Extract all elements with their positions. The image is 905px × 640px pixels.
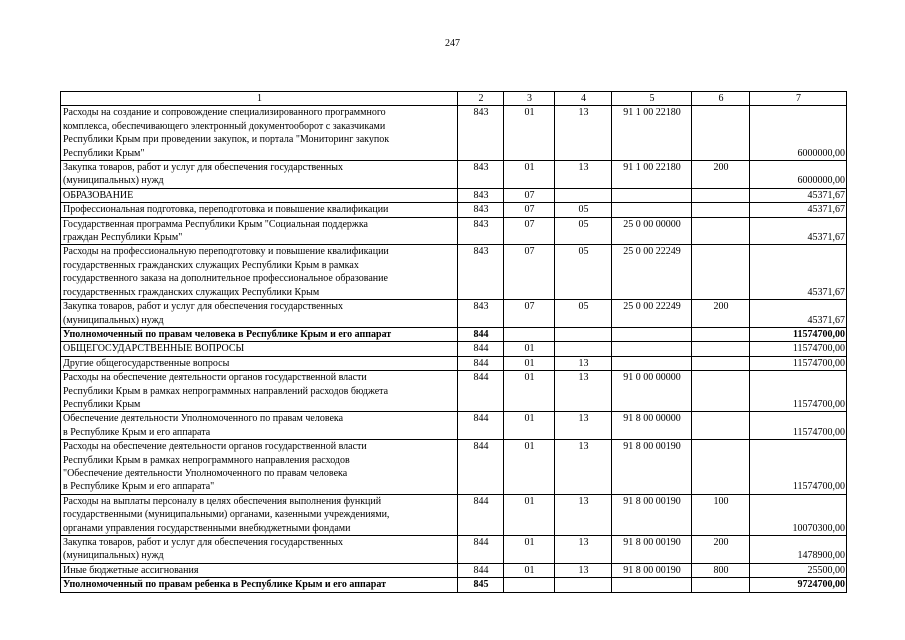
row-section-code: 07 bbox=[504, 217, 555, 245]
row-subsection-code bbox=[555, 327, 612, 341]
row-subsection-code: 05 bbox=[555, 203, 612, 217]
header-cell-6: 6 bbox=[692, 92, 750, 106]
row-description bbox=[61, 536, 458, 564]
row-expense-type bbox=[692, 245, 750, 300]
row-department-code: 843 bbox=[458, 188, 504, 202]
row-description bbox=[61, 106, 458, 161]
row-description bbox=[61, 494, 458, 535]
row-description bbox=[61, 563, 458, 577]
row-amount: 11574700,00 bbox=[750, 327, 847, 341]
row-description bbox=[61, 356, 458, 370]
row-department-code: 844 bbox=[458, 494, 504, 535]
row-department-code: 844 bbox=[458, 440, 504, 495]
row-description bbox=[61, 440, 458, 495]
table-row bbox=[61, 578, 847, 592]
row-expense-type: 100 bbox=[692, 494, 750, 535]
row-description bbox=[61, 371, 458, 412]
row-department-code: 844 bbox=[458, 563, 504, 577]
row-target-code: 91 8 00 00000 bbox=[612, 412, 692, 440]
row-target-code bbox=[612, 188, 692, 202]
description-line: ОБЩЕГОСУДАРСТВЕННЫЕ ВОПРОСЫ bbox=[63, 343, 245, 355]
row-description bbox=[61, 188, 458, 202]
row-section-code: 07 bbox=[504, 203, 555, 217]
description-line: Республики Крым в рамках непрограммного направления расходов bbox=[63, 454, 350, 466]
description-line: Республики Крым bbox=[63, 398, 141, 410]
table-row bbox=[61, 342, 847, 356]
row-subsection-code: 13 bbox=[555, 536, 612, 564]
row-subsection-code: 13 bbox=[555, 356, 612, 370]
row-description bbox=[61, 342, 458, 356]
row-section-code: 01 bbox=[504, 106, 555, 161]
row-description bbox=[61, 245, 458, 300]
description-line: Расходы на обеспечение деятельности органов государственной власти bbox=[63, 441, 367, 453]
table-row bbox=[61, 161, 847, 189]
description-line: государственными (муниципальными) органами, казенными учреждениями, bbox=[63, 509, 390, 521]
row-section-code: 01 bbox=[504, 536, 555, 564]
description-line: в Республике Крым и его аппарата" bbox=[63, 481, 215, 493]
row-department-code: 843 bbox=[458, 245, 504, 300]
description-line: Расходы на выплаты персоналу в целях обеспечения выполнения функций bbox=[63, 495, 382, 507]
row-expense-type: 200 bbox=[692, 161, 750, 189]
row-subsection-code bbox=[555, 342, 612, 356]
description-line: Обеспечение деятельности Уполномоченного по правам человека bbox=[63, 413, 344, 425]
row-section-code: 01 bbox=[504, 356, 555, 370]
description-line: Республики Крым в рамках непрограммных направлений расходов бюджета bbox=[63, 385, 389, 397]
row-amount: 45371,67 bbox=[750, 217, 847, 245]
description-line: Иные бюджетные ассигнования bbox=[63, 564, 199, 576]
description-line: органами управления государственными внебюджетными фондами bbox=[63, 522, 351, 534]
row-target-code bbox=[612, 203, 692, 217]
row-department-code: 845 bbox=[458, 578, 504, 592]
row-subsection-code: 05 bbox=[555, 217, 612, 245]
row-section-code: 01 bbox=[504, 440, 555, 495]
budget-table bbox=[60, 91, 847, 593]
description-line: граждан Республики Крым" bbox=[63, 232, 183, 244]
row-department-code: 843 bbox=[458, 161, 504, 189]
row-subsection-code: 13 bbox=[555, 106, 612, 161]
row-expense-type bbox=[692, 412, 750, 440]
row-section-code bbox=[504, 578, 555, 592]
row-subsection-code: 13 bbox=[555, 161, 612, 189]
description-line: Республики Крым" bbox=[63, 147, 145, 159]
row-amount: 6000000,00 bbox=[750, 161, 847, 189]
row-subsection-code: 13 bbox=[555, 563, 612, 577]
description-line: Уполномоченный по правам ребенка в Республике Крым и его аппарат bbox=[63, 579, 387, 591]
table-row bbox=[61, 188, 847, 202]
row-expense-type: 200 bbox=[692, 536, 750, 564]
row-expense-type bbox=[692, 356, 750, 370]
row-section-code: 01 bbox=[504, 371, 555, 412]
description-line: (муниципальных) нужд bbox=[63, 175, 164, 187]
row-description bbox=[61, 161, 458, 189]
row-amount: 11574700,00 bbox=[750, 371, 847, 412]
description-line: Республики Крым при проведении закупок, и портала "Мониторинг закупок bbox=[63, 134, 390, 146]
row-department-code: 844 bbox=[458, 342, 504, 356]
row-subsection-code bbox=[555, 578, 612, 592]
row-section-code: 07 bbox=[504, 300, 555, 328]
table-row bbox=[61, 356, 847, 370]
row-target-code: 91 1 00 22180 bbox=[612, 161, 692, 189]
row-expense-type bbox=[692, 578, 750, 592]
row-expense-type bbox=[692, 217, 750, 245]
header-cell-5: 5 bbox=[612, 92, 692, 106]
row-description bbox=[61, 578, 458, 592]
description-line: государственных гражданских служащих Республики Крым bbox=[63, 286, 320, 298]
row-section-code: 01 bbox=[504, 494, 555, 535]
row-description bbox=[61, 300, 458, 328]
table-row bbox=[61, 412, 847, 440]
description-line: Закупка товаров, работ и услуг для обеспечения государственных bbox=[63, 162, 344, 174]
table-row bbox=[61, 563, 847, 577]
row-department-code: 844 bbox=[458, 412, 504, 440]
row-target-code: 91 8 00 00190 bbox=[612, 536, 692, 564]
row-target-code: 91 8 00 00190 bbox=[612, 494, 692, 535]
row-subsection-code: 05 bbox=[555, 300, 612, 328]
description-line: комплекса, обеспечивающего электронный документооборот с заказчиками bbox=[63, 120, 386, 132]
row-department-code: 843 bbox=[458, 106, 504, 161]
description-line: государственного заказа на дополнительное профессиональное образование bbox=[63, 273, 388, 285]
table-row bbox=[61, 494, 847, 535]
row-amount: 25500,00 bbox=[750, 563, 847, 577]
row-department-code: 844 bbox=[458, 536, 504, 564]
row-amount: 45371,67 bbox=[750, 188, 847, 202]
row-amount: 11574700,00 bbox=[750, 412, 847, 440]
description-line: Государственная программа Республики Крым "Социальная поддержка bbox=[63, 218, 368, 230]
row-description bbox=[61, 203, 458, 217]
row-target-code: 91 0 00 00000 bbox=[612, 371, 692, 412]
table-row bbox=[61, 217, 847, 245]
description-line: в Республике Крым и его аппарата bbox=[63, 426, 211, 438]
table-row bbox=[61, 371, 847, 412]
row-target-code bbox=[612, 327, 692, 341]
row-description bbox=[61, 217, 458, 245]
description-line: Расходы на создание и сопровождение специализированного программного bbox=[63, 107, 386, 119]
row-amount: 11574700,00 bbox=[750, 440, 847, 495]
row-section-code: 07 bbox=[504, 245, 555, 300]
row-department-code: 843 bbox=[458, 203, 504, 217]
row-expense-type bbox=[692, 188, 750, 202]
header-cell-2: 2 bbox=[458, 92, 504, 106]
row-amount: 10070300,00 bbox=[750, 494, 847, 535]
description-line: Расходы на профессиональную переподготовку и повышение квалификации bbox=[63, 246, 389, 258]
row-amount: 45371,67 bbox=[750, 203, 847, 217]
row-expense-type: 800 bbox=[692, 563, 750, 577]
row-section-code bbox=[504, 327, 555, 341]
description-line: Другие общегосударственные вопросы bbox=[63, 357, 230, 369]
row-amount: 11574700,00 bbox=[750, 356, 847, 370]
row-department-code: 844 bbox=[458, 327, 504, 341]
header-cell-3: 3 bbox=[504, 92, 555, 106]
row-expense-type: 200 bbox=[692, 300, 750, 328]
row-section-code: 01 bbox=[504, 342, 555, 356]
row-description bbox=[61, 412, 458, 440]
row-amount: 45371,67 bbox=[750, 300, 847, 328]
row-subsection-code: 05 bbox=[555, 245, 612, 300]
header-cell-1: 1 bbox=[61, 92, 458, 106]
row-target-code: 91 8 00 00190 bbox=[612, 563, 692, 577]
row-amount: 9724700,00 bbox=[750, 578, 847, 592]
row-subsection-code: 13 bbox=[555, 440, 612, 495]
row-amount: 45371,67 bbox=[750, 245, 847, 300]
table-row bbox=[61, 106, 847, 161]
row-section-code: 01 bbox=[504, 161, 555, 189]
row-amount: 6000000,00 bbox=[750, 106, 847, 161]
row-expense-type bbox=[692, 440, 750, 495]
description-line: Уполномоченный по правам человека в Республике Крым и его аппарат bbox=[63, 328, 392, 340]
row-expense-type bbox=[692, 106, 750, 161]
row-target-code bbox=[612, 342, 692, 356]
description-line: государственных гражданских служащих Республики Крым в рамках bbox=[63, 259, 359, 271]
row-section-code: 01 bbox=[504, 563, 555, 577]
table-row bbox=[61, 327, 847, 341]
row-subsection-code: 13 bbox=[555, 494, 612, 535]
row-target-code: 91 1 00 22180 bbox=[612, 106, 692, 161]
row-description bbox=[61, 327, 458, 341]
table-row bbox=[61, 203, 847, 217]
description-line: (муниципальных) нужд bbox=[63, 550, 164, 562]
description-line: Закупка товаров, работ и услуг для обеспечения государственных bbox=[63, 537, 344, 548]
table-body bbox=[61, 92, 847, 593]
description-line: Закупка товаров, работ и услуг для обеспечения государственных bbox=[63, 301, 344, 313]
description-line: (муниципальных) нужд bbox=[63, 314, 164, 326]
row-section-code: 07 bbox=[504, 188, 555, 202]
table-row bbox=[61, 536, 847, 564]
description-line: Профессиональная подготовка, переподготовка и повышение квалификации bbox=[63, 204, 389, 216]
row-expense-type bbox=[692, 342, 750, 356]
row-department-code: 843 bbox=[458, 217, 504, 245]
header-row bbox=[61, 92, 847, 106]
description-line: Расходы на обеспечение деятельности органов государственной власти bbox=[63, 372, 367, 384]
row-target-code: 25 0 00 22249 bbox=[612, 300, 692, 328]
row-department-code: 843 bbox=[458, 300, 504, 328]
row-section-code: 01 bbox=[504, 412, 555, 440]
header-cell-7: 7 bbox=[750, 92, 847, 106]
row-target-code bbox=[612, 356, 692, 370]
row-target-code bbox=[612, 578, 692, 592]
table-row bbox=[61, 300, 847, 328]
row-subsection-code: 13 bbox=[555, 412, 612, 440]
row-expense-type bbox=[692, 203, 750, 217]
description-line: ОБРАЗОВАНИЕ bbox=[63, 189, 134, 201]
row-subsection-code: 13 bbox=[555, 371, 612, 412]
header-cell-4: 4 bbox=[555, 92, 612, 106]
table-row bbox=[61, 245, 847, 300]
row-amount: 11574700,00 bbox=[750, 342, 847, 356]
description-line: "Обеспечение деятельности Уполномоченного по правам человека bbox=[63, 467, 348, 479]
page-number: 247 bbox=[445, 38, 460, 49]
row-amount: 1478900,00 bbox=[750, 536, 847, 564]
row-department-code: 844 bbox=[458, 371, 504, 412]
table-row bbox=[61, 440, 847, 495]
row-expense-type bbox=[692, 371, 750, 412]
row-target-code: 91 8 00 00190 bbox=[612, 440, 692, 495]
row-target-code: 25 0 00 22249 bbox=[612, 245, 692, 300]
row-department-code: 844 bbox=[458, 356, 504, 370]
row-expense-type bbox=[692, 327, 750, 341]
row-subsection-code bbox=[555, 188, 612, 202]
row-target-code: 25 0 00 00000 bbox=[612, 217, 692, 245]
